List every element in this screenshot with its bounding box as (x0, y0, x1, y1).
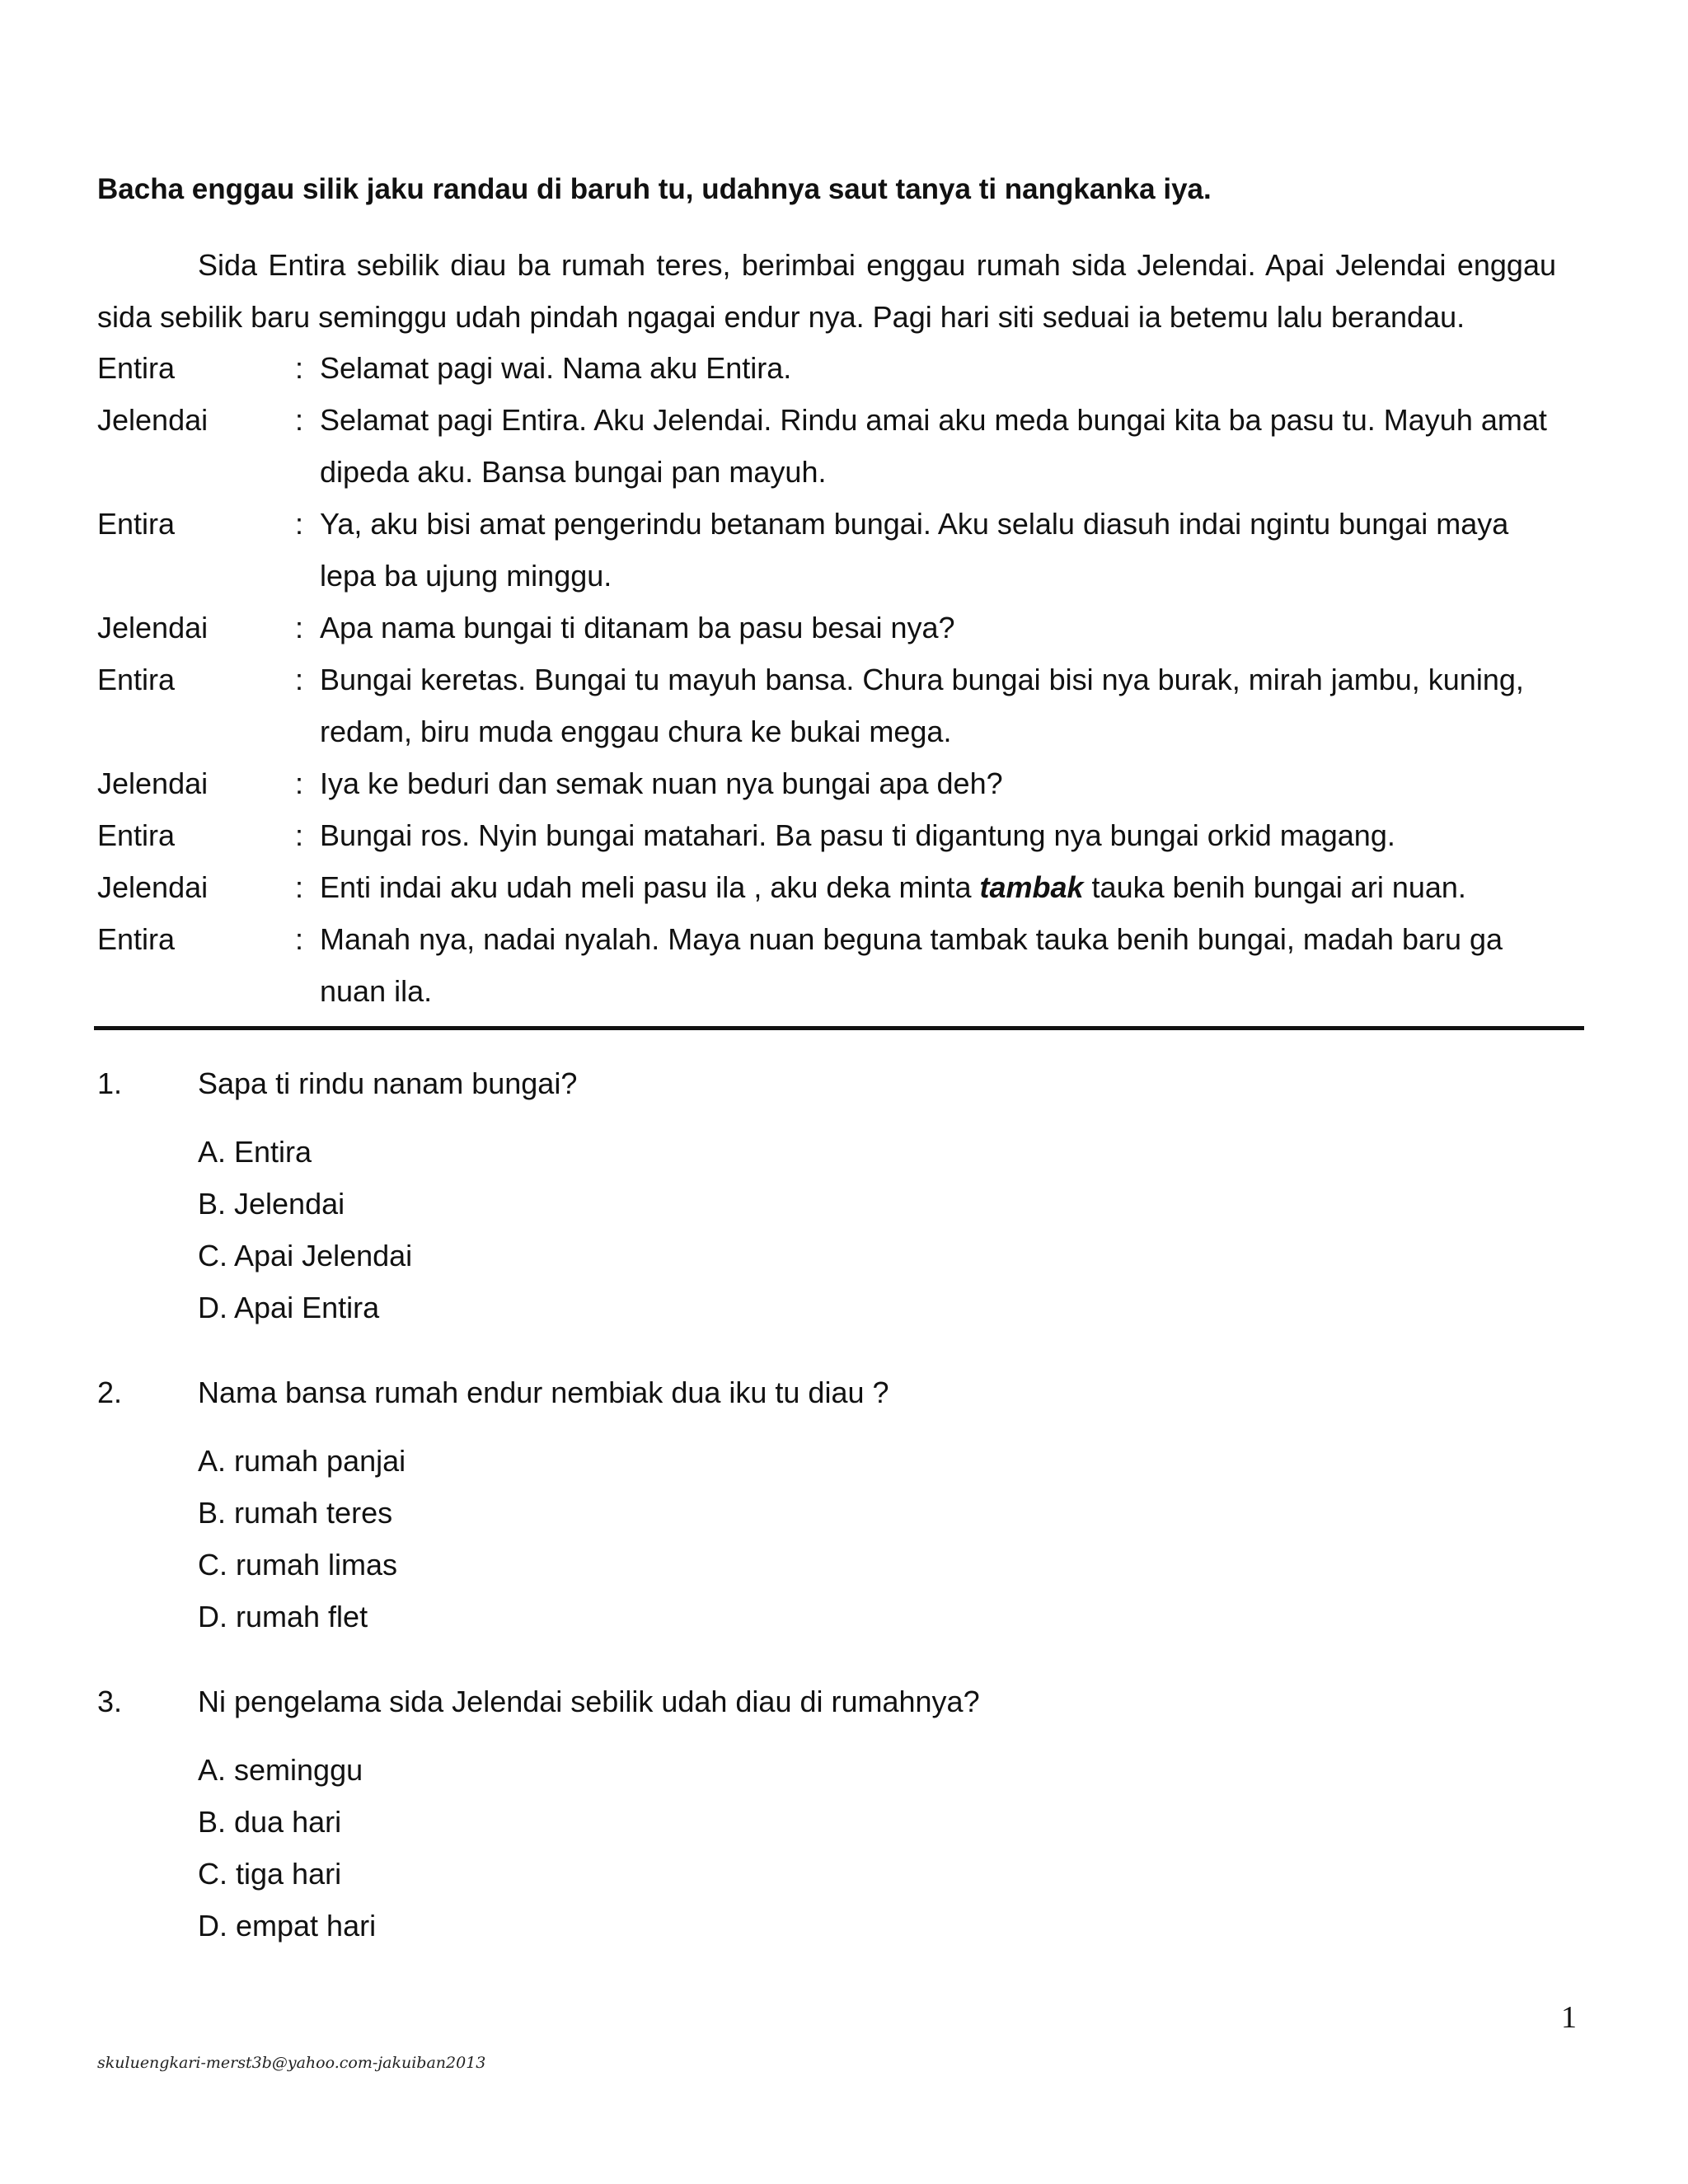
dialogue-text: Iya ke beduri dan semak nuan nya bungai apa deh? (320, 766, 1003, 800)
question-number: 2. (97, 1376, 123, 1409)
dialogue-text-before: Enti indai aku udah meli pasu ila , aku deka minta (320, 870, 980, 904)
footer-credit: skuluengkari-merst3b@yahoo.com-jakuiban2013 (97, 2054, 486, 2072)
answer-option: C. Apai Jelendai (198, 1239, 413, 1272)
answer-option: A. Entira (198, 1135, 312, 1169)
dialogue-line (97, 809, 1564, 861)
dialogue-colon: : (295, 663, 304, 696)
question-row (97, 1063, 1581, 1104)
answer-option: B. Jelendai (198, 1187, 345, 1221)
dialogue-colon: : (295, 818, 304, 852)
dialogue-colon: : (295, 922, 304, 956)
answer-option: D. Apai Entira (198, 1291, 380, 1324)
dialogue-text: Selamat pagi Entira. Aku Jelendai. Rindu amai aku meda bungai kita ba pasu tu. Mayuh amat dipeda aku. Bansa bungai pan mayuh. (320, 403, 1547, 489)
answer-option: A. seminggu (198, 1753, 363, 1787)
dialogue-text: Apa nama bungai ti ditanam ba pasu besai nya? (320, 611, 955, 644)
question-number: 3. (97, 1685, 123, 1718)
dialogue-speaker: Jelendai (97, 766, 209, 800)
dialogue-text: Manah nya, nadai nyalah. Maya nuan beguna tambak tauka benih bungai, madah baru ga nuan ila. (320, 922, 1503, 1008)
answer-option: B. dua hari (198, 1805, 342, 1839)
answer-option: B. rumah teres (198, 1496, 393, 1530)
emphasized-word: tambak (979, 870, 1084, 904)
question-text: Nama bansa rumah endur nembiak dua iku tu diau ? (198, 1376, 889, 1409)
intro-paragraph (97, 239, 1556, 343)
answer-option: D. rumah flet (198, 1600, 368, 1633)
dialogue-line (97, 861, 1564, 913)
dialogue-speaker: Jelendai (97, 611, 209, 644)
answer-option: C. tiga hari (198, 1857, 342, 1891)
dialogue-block (97, 342, 1564, 1017)
dialogue-speaker: Entira (97, 663, 176, 696)
dialogue-text: Selamat pagi wai. Nama aku Entira. (320, 351, 792, 385)
dialogue-line (97, 602, 1564, 654)
answer-options (198, 1126, 1581, 1333)
answer-option: C. rumah limas (198, 1548, 398, 1582)
answer-options (198, 1744, 1581, 1952)
answer-option: D. empat hari (198, 1909, 377, 1943)
question-text: Ni pengelama sida Jelendai sebilik udah diau di rumahnya? (198, 1685, 980, 1718)
dialogue-text-after: tauka benih bungai ari nuan. (1083, 870, 1466, 904)
question-row (97, 1372, 1581, 1413)
dialogue-colon: : (295, 766, 304, 800)
dialogue-colon: : (295, 611, 304, 644)
dialogue-colon: : (295, 870, 304, 904)
answer-option: A. rumah panjai (198, 1444, 406, 1478)
question-1 (97, 1063, 1581, 1333)
dialogue-speaker: Entira (97, 922, 176, 956)
dialogue-line (97, 342, 1564, 394)
question-row (97, 1681, 1581, 1722)
dialogue-text: Bungai ros. Nyin bungai matahari. Ba pasu ti digantung nya bungai orkid magang. (320, 818, 1395, 852)
dialogue-text (320, 861, 1564, 913)
dialogue-line (97, 394, 1564, 498)
dialogue-speaker: Entira (97, 351, 176, 385)
question-3 (97, 1681, 1581, 1952)
dialogue-colon: : (295, 507, 304, 541)
dialogue-text: Ya, aku bisi amat pengerindu betanam bungai. Aku selalu diasuh indai ngintu bungai maya lepa ba ujung minggu. (320, 507, 1509, 593)
dialogue-line (97, 913, 1564, 1017)
dialogue-speaker: Jelendai (97, 403, 209, 437)
dialogue-speaker: Entira (97, 818, 176, 852)
section-divider (94, 1026, 1584, 1030)
answer-options (198, 1435, 1581, 1643)
dialogue-text: Bungai keretas. Bungai tu mayuh bansa. Chura bungai bisi nya burak, mirah jambu, kuning, redam, biru muda enggau chura ke bukai mega. (320, 663, 1524, 748)
instruction-heading: Bacha enggau silik jaku randau di baruh tu, udahnya saut tanya ti nangkanka iya. (97, 173, 1212, 205)
dialogue-line (97, 757, 1564, 809)
question-number: 1. (97, 1066, 123, 1100)
intro-text: Sida Entira sebilik diau ba rumah teres, berimbai enggau rumah sida Jelendai. Apai Jelendai enggau sida sebilik baru seminggu udah pindah ngagai endur nya. Pagi hari siti seduai ia betemu lalu berandau. (97, 248, 1556, 334)
question-text: Sapa ti rindu nanam bungai? (198, 1066, 578, 1100)
dialogue-line (97, 654, 1564, 757)
question-2 (97, 1372, 1581, 1643)
dialogue-speaker: Jelendai (97, 870, 209, 904)
dialogue-colon: : (295, 351, 304, 385)
dialogue-line (97, 498, 1564, 602)
page-number: 1 (1561, 2000, 1577, 2035)
dialogue-speaker: Entira (97, 507, 176, 541)
dialogue-colon: : (295, 403, 304, 437)
